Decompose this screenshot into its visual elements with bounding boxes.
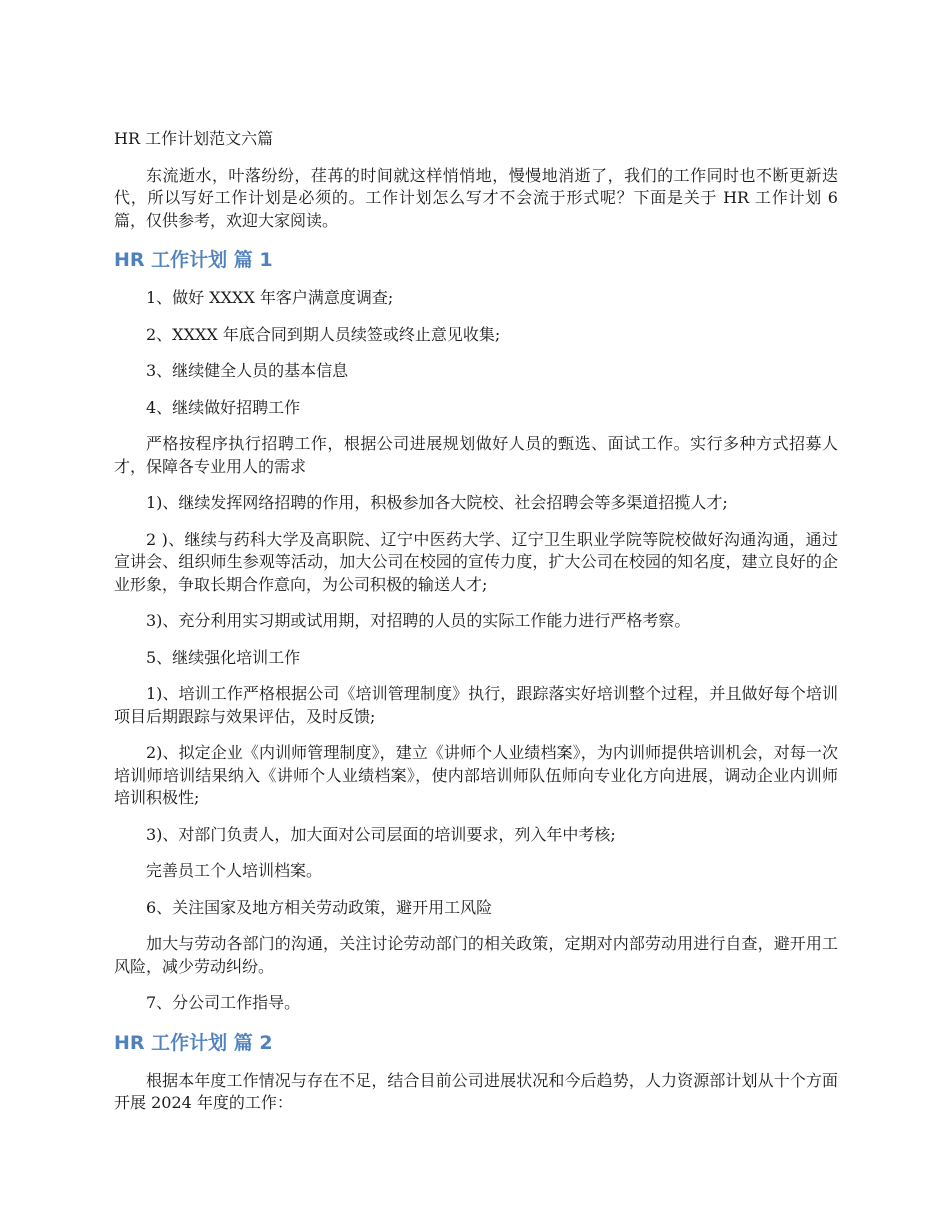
paragraph: 完善员工个人培训档案。 — [146, 861, 323, 880]
paragraph: 1、做好 XXXX 年客户满意度调查; — [146, 288, 394, 307]
paragraph: 2)、拟定企业《内训师管理制度》，建立《讲师个人业绩档案》，为内训师提供培训机会，对每一次培训师培训结果纳入《讲师个人业绩档案》，使内部培训师队伍师向专业化方向进展，调动企业内训师培训积极性; — [114, 743, 838, 807]
paragraph: 根据本年度工作情况与存在不足，结合目前公司进展状况和今后趋势，人力资源部计划从十个方面开展 2024 年度的工作： — [114, 1070, 838, 1112]
paragraph: 4、继续做好招聘工作 — [146, 397, 301, 417]
paragraph: 2、XXXX 年底合同到期人员续签或终止意见收集; — [146, 324, 501, 344]
paragraph: 7、分公司工作指导。 — [146, 993, 301, 1012]
paragraph: 严格按程序执行招聘工作，根据公司进展规划做好人员的甄选、面试工作。实行多种方式招募人才，保障各专业用人的需求 — [114, 434, 838, 476]
section-heading: HR 工作计划 篇 1 — [114, 249, 273, 271]
paragraph: 5、继续强化培训工作 — [146, 647, 301, 667]
intro-paragraph: 东流逝水，叶落纷纷，荏苒的时间就这样悄悄地，慢慢地消逝了，我们的工作同时也不断更新迭代，所以写好工作计划是必须的。工作计划怎么写才不会流于形式呢？下面是关于 HR 工作计划 6 篇，仅供参考，欢迎大家阅读。 — [114, 165, 838, 230]
paragraph: 加大与劳动各部门的沟通，关注讨论劳动部门的相关政策，定期对内部劳动用进行自查，避开用工风险，减少劳动纠纷。 — [114, 934, 838, 976]
paragraph: 6、关注国家及地方相关劳动政策，避开用工风险 — [146, 897, 493, 917]
paragraph: 3、继续健全人员的基本信息 — [146, 361, 349, 380]
paragraph: 3)、充分利用实习期或试用期，对招聘的人员的实际工作能力进行严格考察。 — [146, 611, 691, 630]
document-title: HR 工作计划范文六篇 — [114, 129, 274, 148]
paragraph: 3)、对部门负责人，加大面对公司层面的培训要求，列入年中考核; — [146, 824, 616, 844]
document-body — [114, 128, 838, 1129]
section-heading: HR 工作计划 篇 2 — [114, 1031, 273, 1054]
paragraph: 1)、继续发挥网络招聘的作用，积极参加各大院校、社会招聘会等多渠道招揽人才; — [146, 493, 728, 512]
paragraph: 2 )、继续与药科大学及高职院、辽宁中医药大学、辽宁卫生职业学院等院校做好沟通沟通，通过宣讲会、组织师生参观等活动，加大公司在校园的宣传力度，扩大公司在校园的知名度，建立良好的企业形象，争取长期合作意向，为公司积极的输送人才; — [114, 529, 838, 594]
paragraph: 1)、培训工作严格根据公司《培训管理制度》执行，跟踪落实好培训整个过程，并且做好每个培训项目后期跟踪与效果评估，及时反馈; — [114, 684, 838, 726]
